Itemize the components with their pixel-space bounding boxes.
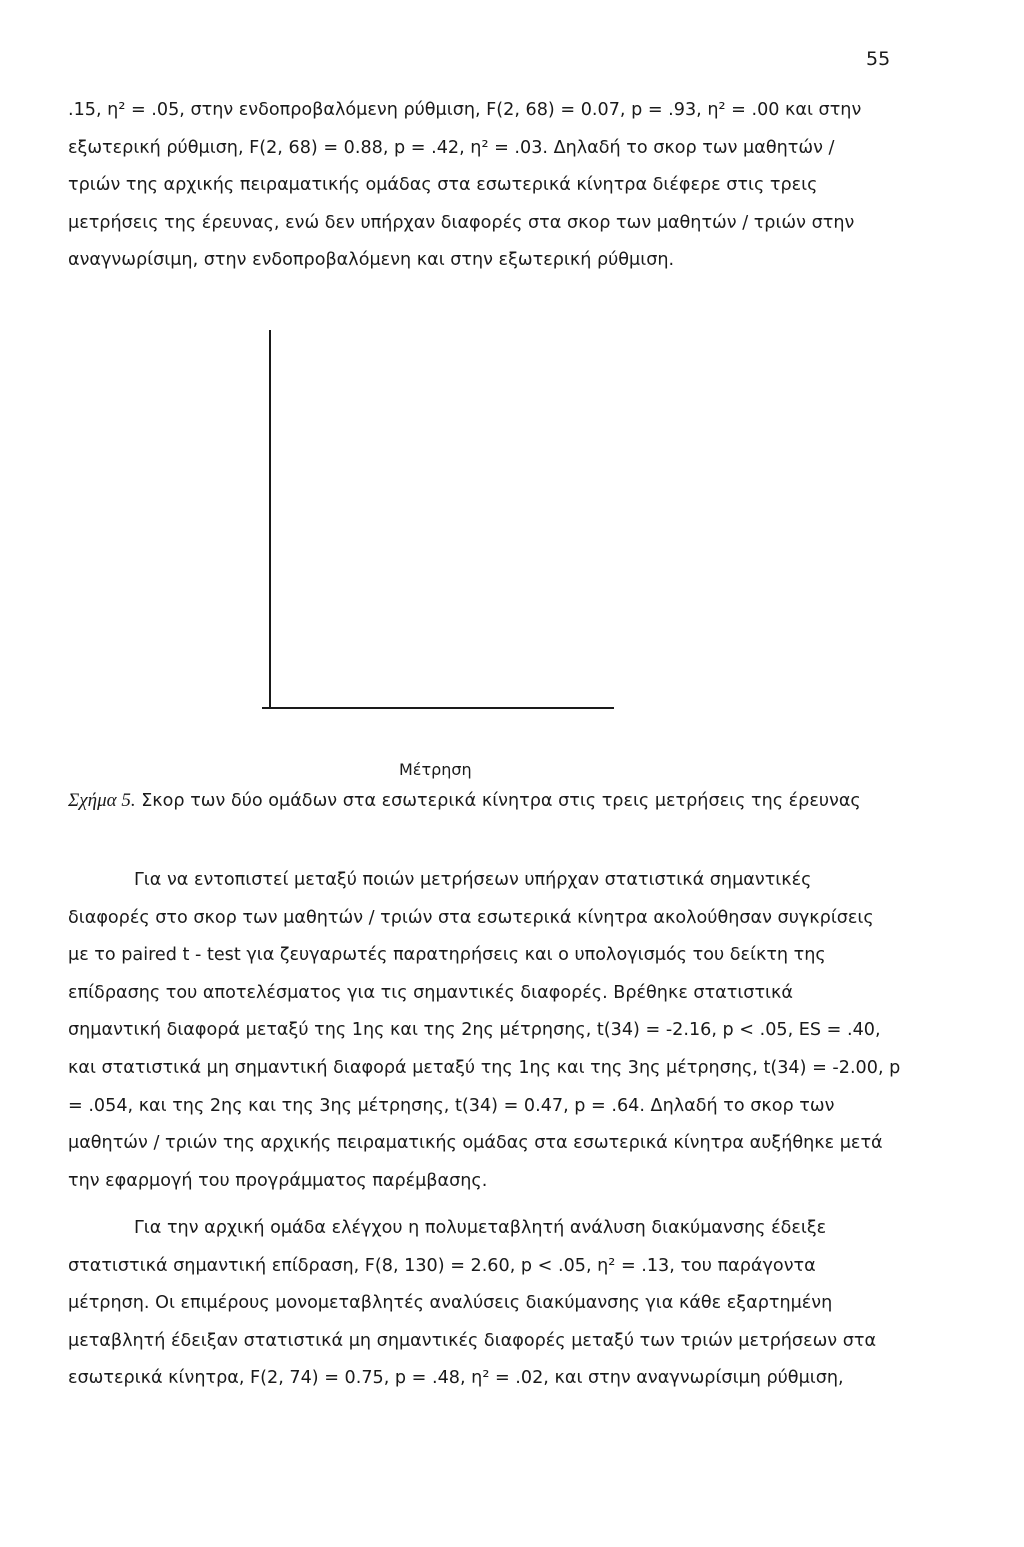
text-line: με το paired t - test για ζευγαρωτές παρατηρήσεις και ο υπολογισμός του δείκτη της [68,945,826,966]
text-line: αναγνωρίσιμη, στην ενδοπροβαλόμενη και στην εξωτερική ρύθμιση. [68,250,675,271]
paragraph-2 [68,862,901,1200]
text-line: επίδρασης του αποτελέσματος για τις σημαντικές διαφορές. Βρέθηκε στατιστικά [68,982,793,1003]
text-line: σημαντική διαφορά μεταξύ της 1ης και της 2ης μέτρησης, t(34) = -2.16, p < .05, ES = .40, [68,1020,881,1041]
figure-caption-label: Σχήμα 5. [68,790,136,811]
text-line: μετρήσεις της έρευνας, ενώ δεν υπήρχαν διαφορές στα σκορ των μαθητών / τριών στην [68,212,855,233]
figure-caption [68,790,861,812]
page-number: 55 [866,48,891,70]
text-line: Για την αρχική ομάδα ελέγχου η πολυμεταβλητή ανάλυση διακύμανσης έδειξε [134,1218,827,1238]
text-line: τριών της αρχικής πειραματικής ομάδας στα εσωτερικά κίνητρα διέφερε στις τρεις [68,175,818,196]
text-line: εσωτερικά κίνητρα, F(2, 74) = 0.75, p = .48, η² = .02, και στην αναγνωρίσιμη ρύθμιση, [68,1368,844,1389]
text-line: την εφαρμογή του προγράμματος παρέμβασης. [68,1170,488,1191]
paragraph-1 [68,92,898,280]
figure-5-chart [262,326,622,716]
paragraph-3 [68,1210,898,1398]
text-line: εξωτερική ρύθμιση, F(2, 68) = 0.88, p = .42, η² = .03. Δηλαδή το σκορ των μαθητών / [68,137,835,158]
figure-caption-text: Σκορ των δύο ομάδων στα εσωτερικά κίνητρα στις τρεις μετρήσεις της έρευνας [141,791,861,811]
text-line: στατιστικά σημαντική επίδραση, F(8, 130) = 2.60, p < .05, η² = .13, του παράγοντα [68,1255,816,1276]
text-line: μαθητών / τριών της αρχικής πειραματικής ομάδας στα εσωτερικά κίνητρα αυξήθηκε μετά [68,1133,883,1154]
x-axis-label: Μέτρηση [399,760,472,779]
text-line: μεταβλητή έδειξαν στατιστικά μη σημαντικές διαφορές μεταξύ των τριών μετρήσεων στα [68,1330,877,1351]
text-line: διαφορές στο σκορ των μαθητών / τριών στα εσωτερικά κίνητρα ακολούθησαν συγκρίσεις [68,907,874,928]
text-line: μέτρηση. Οι επιμέρους μονομεταβλητές αναλύσεις διακύμανσης για κάθε εξαρτημένη [68,1293,833,1314]
text-line: .15, η² = .05, στην ενδοπροβαλόμενη ρύθμιση, F(2, 68) = 0.07, p = .93, η² = .00 και στην [68,100,862,120]
text-line: και στατιστικά μη σημαντική διαφορά μεταξύ της 1ης και της 3ης μέτρησης, t(34) = -2.00, p [68,1057,901,1078]
text-line: = .054, και της 2ης και της 3ης μέτρησης, t(34) = 0.47, p = .64. Δηλαδή το σκορ των [68,1095,835,1116]
text-line: Για να εντοπιστεί μεταξύ ποιών μετρήσεων υπήρχαν στατιστικά σημαντικές [134,870,812,890]
